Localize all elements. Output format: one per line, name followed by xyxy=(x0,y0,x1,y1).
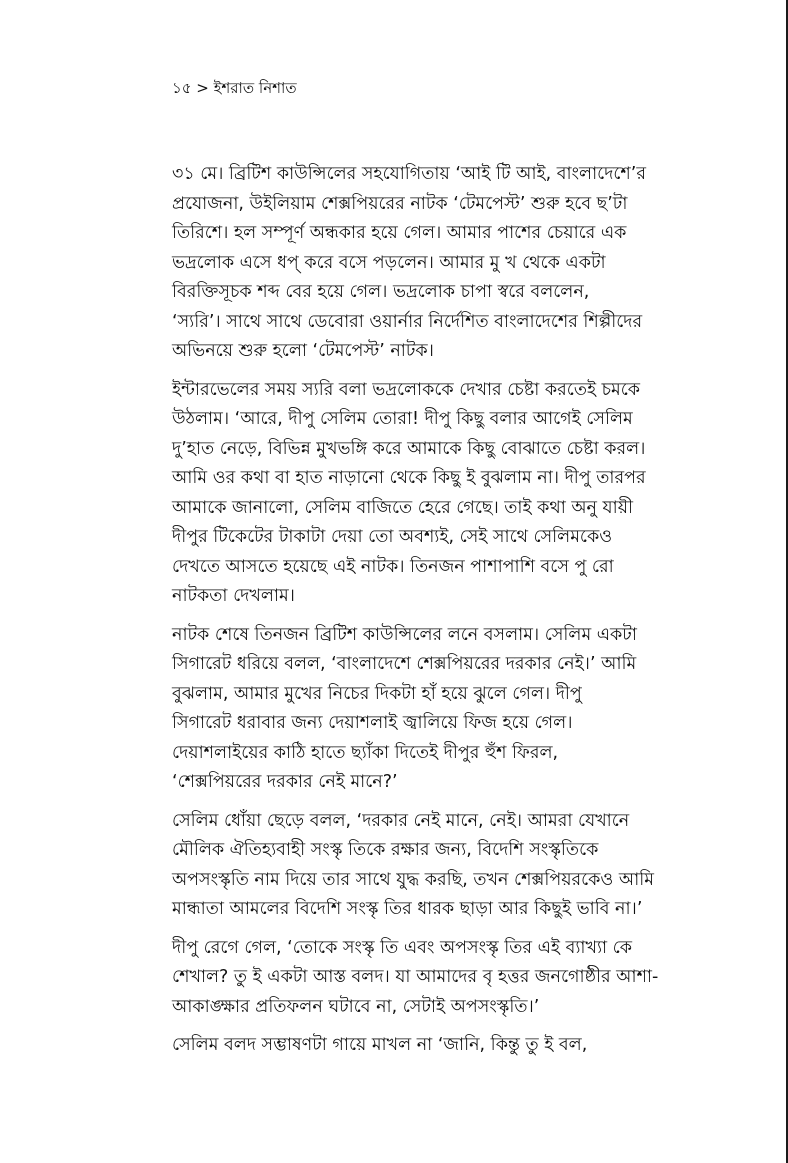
text-line: ‘স্যরি’। সাথে সাথে ডেবোরা ওয়ার্নার নির্দেশিত বাংলাদেশের শিল্পীদের xyxy=(172,311,643,332)
paragraph xyxy=(172,160,732,367)
text-line: অপসংস্কৃতি নাম দিয়ে তার সাথে যুদ্ধ করছি, তখন শেক্সপিয়রকেও আমি xyxy=(172,869,654,890)
text-line: ভদ্রলোক এসে ধপ্‌ করে বসে পড়লেন। আমার মু খ থেকে একটা xyxy=(172,252,606,273)
text-line: দেয়াশলাইয়ের কাঠি হাতে ছ্যাঁকা দিতেই দীপুর হুঁশ ফিরল, xyxy=(172,742,559,763)
header-separator: > xyxy=(196,79,209,97)
text-line: দীপুর টিকেটের টাকাটা দেয়া তো অবশ্যই, সেই সাথে সেলিমকেও xyxy=(172,527,613,547)
text-line: দেখতে আসতে হয়েছে এই নাটক। তিনজন পাশাপাশি বসে পু রো xyxy=(172,556,614,577)
text-line: নাটকতা দেখলাম। xyxy=(172,586,295,606)
paragraph xyxy=(172,621,732,798)
text-line: সিগারেট ধরিয়ে বলল, ‘বাংলাদেশে শেক্সপিয়রের দরকার নেই।’ আমি xyxy=(172,654,637,674)
text-line: সেলিম ধোঁয়া ছেড়ে বলল, ‘দরকার নেই মানে, নেই। আমরা যেখানে xyxy=(172,810,630,831)
text-line: মান্ধাতা আমলের বিদেশি সংস্কৃ তির ধারক ছাড়া আর কিছুই ভাবি না।’ xyxy=(172,899,643,919)
paragraph xyxy=(172,934,732,1023)
paragraph xyxy=(172,807,732,925)
running-header xyxy=(172,78,297,98)
text-line: আকাঙ্ক্ষার প্রতিফলন ঘটাবে না, সেটাই অপসংস্কৃতি।’ xyxy=(172,996,540,1017)
text-line: বুঝলাম, আমার মুখের নিচের দিকটা হাঁ হয়ে ঝুলে গেল। দীপু xyxy=(172,683,582,704)
text-line: প্রযোজনা, উইলিয়াম শেক্সপিয়রের নাটক ‘টেমপেস্ট’ শুরু হবে ছ’টা xyxy=(172,193,628,214)
text-line: বিরক্তিসূচক শব্দ বের হয়ে গেল। ভদ্রলোক চাপা স্বরে বললেন, xyxy=(172,282,590,302)
paragraph-gap xyxy=(172,367,732,376)
text-line: সিগারেট ধরাবার জন্য দেয়াশলাই জ্বালিয়ে ফিজ হয়ে গেল। xyxy=(172,713,573,733)
text-line: ‘শেক্সপিয়রের দরকার নেই মানে?’ xyxy=(172,772,398,792)
text-line: নাটক শেষে তিনজন ব্রিটিশ কাউন্সিলের লনে বসলাম। সেলিম একটা xyxy=(172,624,637,645)
paragraph xyxy=(172,1031,732,1061)
paragraph-gap xyxy=(172,925,732,934)
text-line: ইন্টারভেলের সময় স্যরি বলা ভদ্রলোককে দেখার চেষ্টা করতেই চমকে xyxy=(172,379,641,400)
text-line: আমাকে জানালো, সেলিম বাজিতে হেরে গেছে। তাই কথা অনু যায়ী xyxy=(172,497,634,518)
text-line: অভিনয়ে শুরু হলো ‘টেমপেস্ট’ নাটক। xyxy=(172,341,434,361)
paragraph-gap xyxy=(172,798,732,807)
page-number: ১৫ xyxy=(172,79,192,97)
text-line: সেলিম বলদ সম্ভাষণটা গায়ে মাখল না ‘জানি, কিন্তু তু ই বল, xyxy=(172,1035,588,1055)
text-line: উঠলাম। ‘আরে, দীপু সেলিম তোরা! দীপু কিছু বলার আগেই সেলিম xyxy=(172,409,633,429)
paragraph-gap xyxy=(172,1022,732,1031)
text-line: মৌলিক ঐতিহ্যবাহী সংস্কৃ তিকে রক্ষার জন্য, বিদেশি সংস্কৃতিকে xyxy=(172,840,599,860)
paragraph xyxy=(172,376,732,612)
text-line: দু’হাত নেড়ে, বিভিন্ন মুখভঙ্গি করে আমাকে কিছু বোঝাতে চেষ্টা করল। xyxy=(172,438,646,459)
paragraph-gap xyxy=(172,612,732,621)
text-line: দীপু রেগে গেল, ‘তোকে সংস্কৃ তি এবং অপসংস্কৃ তির এই ব্যাখ্যা কে xyxy=(172,937,633,958)
text-line: শেখাল? তু ই একটা আস্ত বলদ। যা আমাদের বৃ হত্তর জনগোষ্ঠীর আশা- xyxy=(172,967,659,987)
author-name: ইশরাত নিশাত xyxy=(213,79,297,97)
body-text xyxy=(172,160,732,1061)
text-line: ৩১ মে। ব্রিটিশ কাউন্সিলের সহযোগিতায় ‘আই টি আই, বাংলাদেশে’র xyxy=(172,164,646,184)
text-line: তিরিশে। হল সম্পূর্ণ অন্ধকার হয়ে গেল। আমার পাশের চেয়ারে এক xyxy=(172,223,627,243)
text-line: আমি ওর কথা বা হাত নাড়ানো থেকে কিছু ই বুঝলাম না। দীপু তারপর xyxy=(172,468,646,488)
